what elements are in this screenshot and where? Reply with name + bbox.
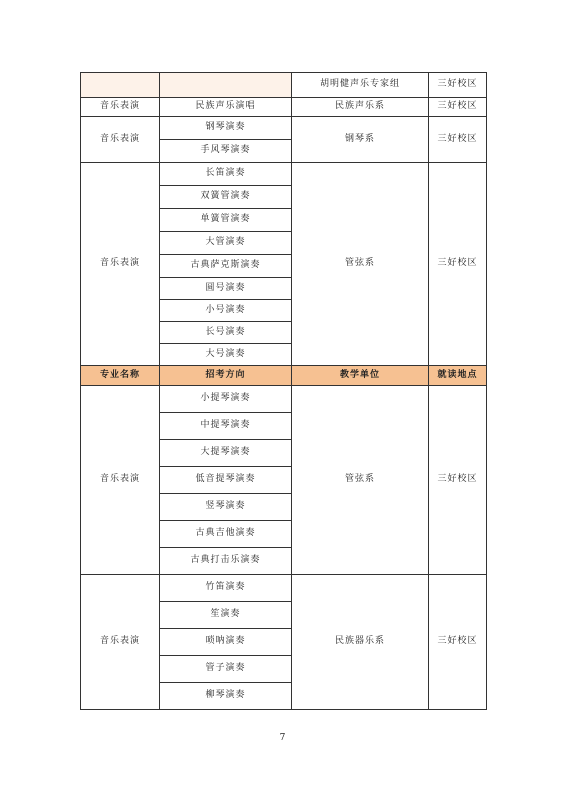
direction-cell: 大管演奏 xyxy=(160,232,292,255)
unit-cell: 管弦系 xyxy=(292,163,429,366)
major-cell: 音乐表演 xyxy=(81,575,160,710)
direction-cell: 民族声乐演唱 xyxy=(160,98,292,117)
direction-cell: 唢呐演奏 xyxy=(160,629,292,656)
header-location: 就读地点 xyxy=(429,366,487,386)
table-header-row xyxy=(81,366,487,386)
direction-cell: 单簧管演奏 xyxy=(160,209,292,232)
page-number: 7 xyxy=(279,733,286,743)
header-major: 专业名称 xyxy=(81,366,160,386)
unit-cell: 胡明健声乐专家组 xyxy=(292,73,429,98)
unit-cell: 钢琴系 xyxy=(292,117,429,163)
direction-cell: 竖琴演奏 xyxy=(160,494,292,521)
major-cell xyxy=(81,73,160,98)
direction-cell: 古典吉他演奏 xyxy=(160,521,292,548)
location-cell: 三好校区 xyxy=(429,98,487,117)
table-row xyxy=(81,98,487,117)
major-cell: 音乐表演 xyxy=(81,163,160,366)
location-cell: 三好校区 xyxy=(429,386,487,575)
location-cell: 三好校区 xyxy=(429,117,487,163)
table-row xyxy=(81,73,487,98)
direction-cell: 长号演奏 xyxy=(160,322,292,344)
unit-cell: 民族器乐系 xyxy=(292,575,429,710)
direction-cell: 柳琴演奏 xyxy=(160,683,292,710)
direction-cell: 双簧管演奏 xyxy=(160,186,292,209)
unit-cell: 民族声乐系 xyxy=(292,98,429,117)
header-unit: 教学单位 xyxy=(292,366,429,386)
direction-cell: 钢琴演奏 xyxy=(160,117,292,140)
header-direction: 招考方向 xyxy=(160,366,292,386)
major-cell: 音乐表演 xyxy=(81,386,160,575)
direction-cell: 小提琴演奏 xyxy=(160,386,292,413)
direction-cell xyxy=(160,73,292,98)
location-cell: 三好校区 xyxy=(429,73,487,98)
major-cell: 音乐表演 xyxy=(81,98,160,117)
table-row xyxy=(81,386,487,413)
direction-cell: 长笛演奏 xyxy=(160,163,292,186)
direction-cell: 小号演奏 xyxy=(160,300,292,322)
direction-cell: 低音提琴演奏 xyxy=(160,467,292,494)
location-cell: 三好校区 xyxy=(429,575,487,710)
direction-cell: 圆号演奏 xyxy=(160,278,292,300)
direction-cell: 大提琴演奏 xyxy=(160,440,292,467)
location-cell: 三好校区 xyxy=(429,163,487,366)
table-row xyxy=(81,575,487,602)
direction-cell: 手风琴演奏 xyxy=(160,140,292,163)
direction-cell: 管子演奏 xyxy=(160,656,292,683)
major-cell: 音乐表演 xyxy=(81,117,160,163)
unit-cell: 管弦系 xyxy=(292,386,429,575)
direction-cell: 竹笛演奏 xyxy=(160,575,292,602)
direction-cell: 古典萨克斯演奏 xyxy=(160,255,292,278)
table-row xyxy=(81,117,487,140)
direction-cell: 大号演奏 xyxy=(160,344,292,366)
admissions-table xyxy=(80,72,487,710)
direction-cell: 中提琴演奏 xyxy=(160,413,292,440)
direction-cell: 笙演奏 xyxy=(160,602,292,629)
direction-cell: 古典打击乐演奏 xyxy=(160,548,292,575)
table-row xyxy=(81,163,487,186)
